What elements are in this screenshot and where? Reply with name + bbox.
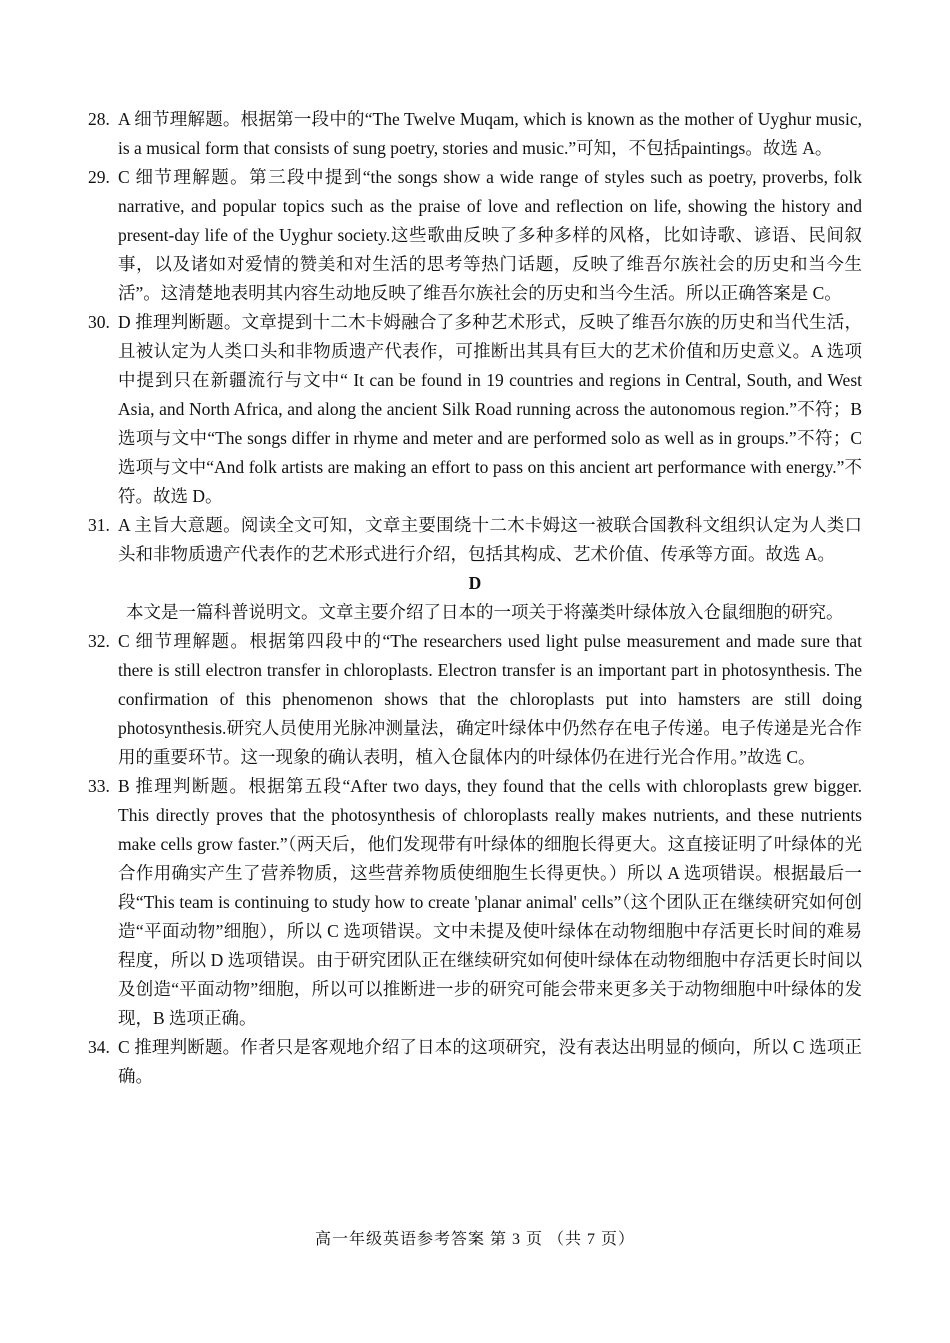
answer-item-29 <box>88 163 862 308</box>
answer-text: B 推理判断题。根据第五段“After two days, they found that the cells with chloroplasts grew bigger. This directly proves that the photosynthesis of chloroplasts really makes nutrients, and these nutrients make cells grow faster.”（两天后，他们发现带有叶绿体的细胞长得更大。这直接证明了叶绿体的光合作用确实产生了营养物质，这些营养物质使细胞生长得更快。）所以 A 选项错误。根据最后一段“This team is continuing to study how to create 'planar animal' cells”（这个团队正在继续研究如何创造“平面动物”细胞），所以 C 选项错误。文中未提及使叶绿体在动物细胞中存活更长时间的难易程度，所以 D 选项错误。由于研究团队正在继续研究如何使叶绿体在动物细胞中存活更长时间以及创造“平面动物”细胞，所以可以推断进一步的研究可能会带来更多关于动物细胞中叶绿体的发现，B 选项正确。 <box>118 776 862 1028</box>
page-footer: 高一年级英语参考答案 第 3 页 （共 7 页） <box>314 1231 635 1248</box>
answer-item-30 <box>88 308 862 511</box>
answer-item-31 <box>88 511 862 569</box>
answer-text: A 主旨大意题。阅读全文可知，文章主要围绕十二木卡姆这一被联合国教科文组织认定为人类口头和非物质遗产代表作的艺术形式进行介绍，包括其构成、艺术价值、传承等方面。故选 A。 <box>118 515 862 564</box>
question-number: 32. <box>88 631 110 651</box>
answer-item-33 <box>88 772 862 1033</box>
answer-content <box>88 105 862 1091</box>
answer-item-34 <box>88 1033 862 1091</box>
question-number: 28. <box>88 109 110 129</box>
answer-text: C 细节理解题。根据第四段中的“The researchers used light pulse measurement and made sure that there is still electron transfer in chloroplasts. Electron transfer is an important part in photosynthesis. The confirmation of this phenomenon shows that the chloroplasts put into hamsters are still doing photosynthesis.研究人员使用光脉冲测量法，确定叶绿体中仍然存在电子传递。电子传递是光合作用的重要环节。这一现象的确认表明，植入仓鼠体内的叶绿体仍在进行光合作用。”故选 C。 <box>118 631 862 767</box>
answer-text: D 推理判断题。文章提到十二木卡姆融合了多种艺术形式，反映了维吾尔族的历史和当代生活，且被认定为人类口头和非物质遗产代表作，可推断出其具有巨大的艺术价值和历史意义。A 选项中提到只在新疆流行与文中“ It can be found in 19 countries and regions in Central, South, and West Asia, and North Africa, and along the ancient Silk Road running across the autonomous region.”不符；B 选项与文中“The songs differ in rhyme and meter and are performed solo as well as in groups.”不符；C 选项与文中“And folk artists are making an effort to pass on this ancient art performance with energy.”不符。故选 D。 <box>118 312 862 506</box>
answer-text: C 推理判断题。作者只是客观地介绍了日本的这项研究，没有表达出明显的倾向，所以 C 选项正确。 <box>118 1037 862 1086</box>
answer-item-28 <box>88 105 862 163</box>
answer-text: A 细节理解题。根据第一段中的“The Twelve Muqam, which is known as the mother of Uyghur music, is a musical form that consists of sung poetry, stories and music.”可知，不包括paintings。故选 A。 <box>118 109 862 158</box>
question-number: 30. <box>88 312 110 332</box>
section-heading: D <box>468 573 482 593</box>
question-number: 31. <box>88 515 110 535</box>
answer-item-32 <box>88 627 862 772</box>
question-number: 34. <box>88 1037 110 1057</box>
answer-text: C 细节理解题。第三段中提到“the songs show a wide range of styles such as poetry, proverbs, folk narrative, and popular topics such as the praise of love and reflection on life, showing the history and present-day life of the Uyghur society.这些歌曲反映了多种多样的风格，比如诗歌、谚语、民间叙事，以及诸如对爱情的赞美和对生活的思考等热门话题，反映了维吾尔族社会的历史和当今生活”。这清楚地表明其内容生动地反映了维吾尔族社会的历史和当今生活。所以正确答案是 C。 <box>118 167 862 303</box>
question-number: 29. <box>88 167 110 187</box>
question-number: 33. <box>88 776 110 796</box>
section-intro: 本文是一篇科普说明文。文章主要介绍了日本的一项关于将藻类叶绿体放入仓鼠细胞的研究。 <box>126 602 844 622</box>
